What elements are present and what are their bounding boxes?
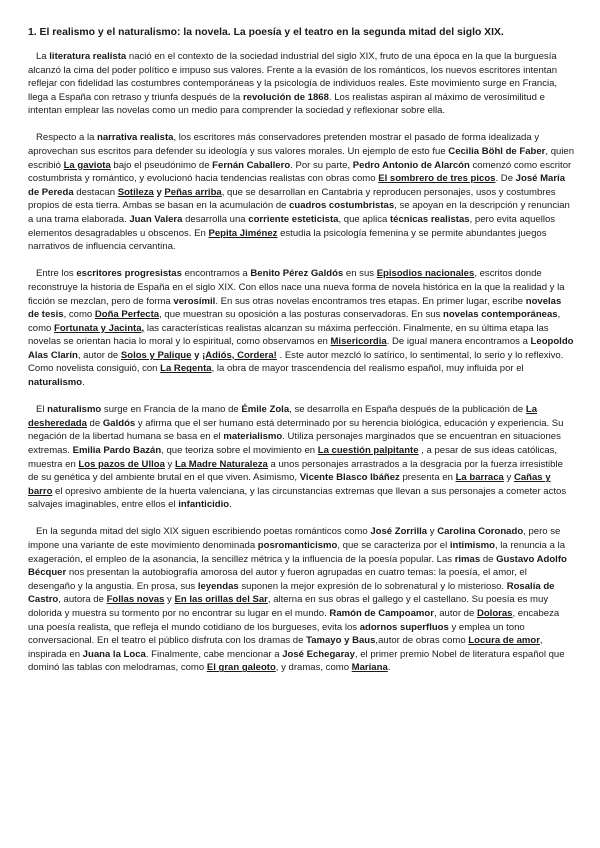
work-title (118, 187, 154, 198)
text-run: Entre los (36, 268, 77, 280)
emphasis-term: José Zorrilla (370, 526, 428, 538)
work-title (121, 350, 192, 361)
paragraph-realismo (28, 50, 575, 118)
underlined-text: Cañas y barro (28, 472, 551, 497)
emphasis-term: técnicas realistas (389, 214, 470, 226)
emphasis-term: y (156, 186, 162, 198)
emphasis-term: literatura realista (49, 51, 127, 62)
text-run: , inspirada en (28, 635, 543, 660)
paragraph-escritores-progresistas (28, 267, 575, 389)
work-title (468, 635, 540, 646)
emphasis-term: Pedro Antonio de Alarcón (352, 159, 470, 171)
emphasis-term: Fernán Caballero (212, 159, 291, 171)
work-title (330, 336, 386, 347)
underlined-text: ¡Adiós, Cordera! (202, 349, 277, 361)
emphasis-term: Émile Zola (241, 404, 290, 416)
work-title (456, 472, 504, 483)
emphasis-term: Carolina Coronado (437, 526, 524, 538)
work-title (107, 594, 165, 605)
work-title (175, 459, 268, 470)
text-run: . (82, 377, 85, 389)
text-run: , que teoriza sobre el movimiento en (161, 444, 318, 456)
work-title (95, 309, 159, 320)
text-run: , autor de (433, 607, 477, 619)
underlined-text: El gran galeoto (206, 662, 276, 674)
text-run: en sus (343, 268, 377, 280)
work-title (377, 268, 475, 279)
text-run: estudia la psicología femenina y se permite abundantes juegos narrativos de influencia cervantina. (28, 227, 547, 253)
emphasis-term: escritores progresistas (76, 268, 182, 280)
text-run: nos presentan la autobiografía amorosa del autor y fueron agrupadas en cuatro temas: la poesía, el amor, el desengaño y la angustia. En prosa, sus (28, 567, 527, 592)
text-run: el opresivo ambiente de la huerta valenciana, y las circunstancias extremas que llevan a sus personajes a cometer actos salvajes imaginables, entre ellos el (28, 485, 567, 511)
text-run: , como (28, 309, 561, 334)
underlined-text: En las orillas del Sar (174, 594, 268, 606)
emphasis-term: Leopoldo Alas Clarín (28, 336, 574, 361)
emphasis-term: naturalismo (47, 404, 102, 416)
text-run: y (503, 472, 514, 484)
text-run: La (36, 51, 50, 62)
emphasis-term: y (194, 349, 200, 361)
text-run: destacan (73, 186, 118, 198)
text-run: de (480, 553, 497, 565)
emphasis-term: posromanticismo (257, 540, 338, 551)
text-run: y afirma que el ser humano está determinado por su herencia biológica, educación y experiencia. Su negación de la libertad humana se basa en el (28, 417, 564, 443)
emphasis-term: revolución de 1868 (242, 91, 329, 103)
text-run: En la segunda mitad del siglo XIX siguen escribiendo poetas románticos como (36, 526, 371, 538)
emphasis-term: corriente esteticista (248, 214, 339, 226)
emphasis-term: Rosalía de Castro (28, 580, 555, 606)
emphasis-term: Benito Pérez Galdós (250, 268, 344, 280)
text-run: El (36, 404, 48, 416)
underlined-text: La cuestión palpitante (317, 444, 419, 456)
underlined-text: La Regenta (160, 363, 212, 375)
text-run: y (164, 458, 175, 470)
emphasis-term: intimismo (449, 540, 495, 551)
text-run: a unos personajes arrastrados a la desgracia por la fuerza irresistible de su genética y del ambiente brutal en el que viven. Asimismo, (28, 458, 563, 484)
text-run: las características realistas alcanzan su máxima perfección. Finalmente, en su última etapa las novelas se orientan hacia lo moral y lo espiritual, como observamos en (28, 322, 549, 348)
work-title (208, 228, 277, 239)
work-title (378, 173, 495, 184)
underlined-text: Doloras (476, 607, 513, 619)
work-title (202, 350, 277, 361)
paragraph-narrativa-realista (28, 131, 575, 253)
emphasis-term: infanticidio (178, 499, 230, 511)
text-run: , autora de (58, 594, 107, 606)
work-title (477, 608, 513, 619)
emphasis-term: cuadros costumbristas (289, 200, 395, 212)
work-title (164, 187, 221, 198)
underlined-text: Pepita Jiménez (208, 227, 278, 239)
text-run: comenzó como escritor costumbrista y romántico, y evolucionó hacia tendencias realistas con obras como (28, 159, 572, 185)
text-run: . Los realistas aspiran al máximo de verosimilitud e intentan emplear las novelas como un medio para comprender la sociedad y reflexionar sobre ella. (28, 91, 545, 117)
text-run: encontramos a (181, 268, 251, 280)
text-run: , autor de (77, 349, 121, 361)
work-title (207, 662, 276, 673)
text-run: , la renuncia a la exageración, el empleo de la asonancia, la sencillez métrica y la influencia de la poesía popular. Las (28, 540, 566, 565)
text-run: , el primer premio Nobel de literatura español que dominó las tablas con melodramas, como (28, 648, 565, 674)
emphasis-term: Ramón de Campoamor (329, 607, 434, 619)
text-run: , que se caracteriza por el (337, 540, 450, 551)
text-run: , como (63, 309, 95, 321)
text-run: , que aplica (338, 214, 390, 226)
emphasis-term: rimas (454, 553, 481, 565)
text-run: . (229, 499, 232, 511)
emphasis-term: narrativa realista (97, 132, 174, 144)
underlined-text: Mariana (351, 662, 388, 674)
work-title (78, 459, 164, 470)
underlined-text: Misericordia (330, 336, 387, 348)
emphasis-term: leyendas (197, 580, 239, 592)
emphasis-term: materialismo (223, 431, 283, 443)
emphasis-term: naturalismo (28, 377, 83, 389)
paragraph-poesia-teatro (28, 525, 575, 675)
text-run: Respecto a la (36, 132, 98, 144)
text-run: y (164, 594, 175, 606)
text-run: ,autor de obras como (375, 635, 469, 647)
emphasis-term: Cecilia Böhl de Faber (448, 146, 546, 158)
text-run: surge en Francia de la mano de (101, 404, 242, 416)
paragraph-naturalismo (28, 403, 575, 512)
emphasis-term: novelas de tesis (28, 295, 562, 321)
text-run: . Finalmente, cabe mencionar a (145, 648, 283, 660)
emphasis-term: Vicente Blasco Ibáñez (299, 472, 400, 484)
section-heading: 1. El realismo y el naturalismo: la novela. La poesía y el teatro en la segunda mitad del siglo XIX. (28, 27, 504, 38)
text-run: , pero se impone una variante de este movimiento denominada (28, 526, 561, 551)
underlined-text: Solos y Palique (120, 349, 192, 361)
text-run: . Utiliza personajes marginados que se encuentran en situaciones extremas. (28, 431, 561, 456)
emphasis-term: verosímil (173, 295, 216, 307)
text-run: , quien escribió (28, 146, 575, 171)
underlined-text: La Madre Naturaleza (174, 458, 268, 470)
text-run: desarrolla una (182, 214, 249, 226)
text-run: suponen la mejor expresión de lo sobrenatural y lo misterioso. (238, 580, 507, 592)
text-run: , que se desarrollan en Cantabria y reproducen personajes, usos y costumbres propios de esta tierra. Ambas se basan en la acumulación de (28, 186, 556, 212)
text-run: nació en el contexto de la sociedad industrial del siglo XIX, fruto de una época en la que la burguesía alcanzó la cima del poder político e impuso sus valores. Frente a la evasión de los románticos, los nuevos escritores intentan reflejar con fidelidad las costumbres contemporáneas y la psicología de individuos reales. Este movimiento surge en Francia, llega a España con retraso y triunfa después de la (28, 51, 558, 103)
work-title (54, 323, 144, 334)
underlined-text: La barraca (455, 472, 504, 484)
work-title (64, 160, 111, 171)
underlined-text: Sotileza (117, 186, 154, 198)
text-run: , alterna en sus obras el gallego y el castellano. Su poesía es muy dolorida y muestra su tormento por no encontrar su lugar en el mundo. (28, 594, 549, 619)
text-run: , los escritores más conservadores pretenden mostrar el pasado de forma idealizada y aprovechan sus escritos para defender su ideología y sus valores morales. Un ejemplo de esto fue (28, 132, 540, 158)
text-run: , a pesar de sus ideas católicas, muestra en (28, 444, 558, 470)
underlined-text: Fortunata y Jacinta, (54, 322, 145, 334)
text-run: . (387, 662, 391, 674)
underlined-text: Doña Perfecta (94, 309, 160, 321)
text-run: , se desarrolla en España después de la publicación de (289, 404, 526, 416)
text-run: presenta en (399, 472, 456, 484)
emphasis-term: Emilia Pardo Bazán (72, 444, 162, 456)
emphasis-term: Gustavo Adolfo Bécquer (28, 553, 567, 579)
text-run: , que muestran su oposición a las posturas conservadoras. En sus (159, 309, 443, 321)
underlined-text: Peñas arriba (164, 186, 222, 198)
text-run: y (427, 526, 438, 538)
emphasis-term: Galdós (102, 417, 136, 429)
document-body (28, 26, 575, 688)
text-run: , escritos donde reconstruye la historia de España en el siglo XIX. Con ellos nace una nueva forma de novela histórica en la que la realidad y la ficción se mezclan, pero de forma (28, 268, 565, 307)
underlined-text: El sombrero de tres picos (378, 173, 496, 185)
underlined-text: La gaviota (63, 159, 111, 171)
emphasis-term: Tamayo y Baus (306, 635, 376, 647)
emphasis-term: José María de Pereda (28, 173, 566, 198)
text-run: . Este autor mezcló lo satírico, lo sentimental, lo serio y lo reflexivo. Como novelista consiguió, con (28, 349, 564, 375)
underlined-text: Locura de amor (468, 635, 540, 647)
work-title (175, 594, 268, 605)
emphasis-term: Juan Valera (129, 214, 183, 226)
emphasis-term: Juana la Loca (82, 648, 146, 660)
text-run: . Por su parte, (290, 159, 353, 171)
text-run: . De igual manera encontramos a (386, 336, 531, 348)
emphasis-term: adornos superfluos (359, 621, 449, 633)
underlined-text: Los pazos de Ulloa (78, 458, 165, 470)
text-run: . De (495, 173, 516, 185)
underlined-text: La desheredada (28, 404, 538, 429)
work-title (318, 445, 419, 456)
text-run: bajo el pseudónimo de (110, 159, 213, 171)
text-run: , encabeza una poesía realista, que refleja el mundo cotidiano de los burgueses, evita los (28, 607, 560, 633)
text-run: , y dramas, como (275, 662, 352, 674)
text-run: , la obra de mayor trascendencia del realismo español, muy influida por el (211, 363, 524, 375)
text-run: , pero evita aquellos elementos desagradables u obscenos. En (28, 214, 556, 239)
text-run: y emplea un tono conversacional. En el teatro el público disfruta con los dramas de (28, 621, 525, 647)
text-run: . En sus otras novelas encontramos tres etapas. En primer lugar, escribe (215, 295, 526, 307)
work-title (352, 662, 388, 673)
work-title (160, 363, 211, 374)
emphasis-term: novelas contemporáneas (443, 309, 558, 321)
emphasis-term: José Echegaray (282, 648, 355, 660)
underlined-text: Episodios nacionales (376, 268, 475, 280)
text-run: , se apoyan en la descripción y renuncian a una trama elaborada. (28, 200, 570, 226)
text-run: de (86, 417, 103, 429)
underlined-text: Follas novas (106, 594, 165, 606)
